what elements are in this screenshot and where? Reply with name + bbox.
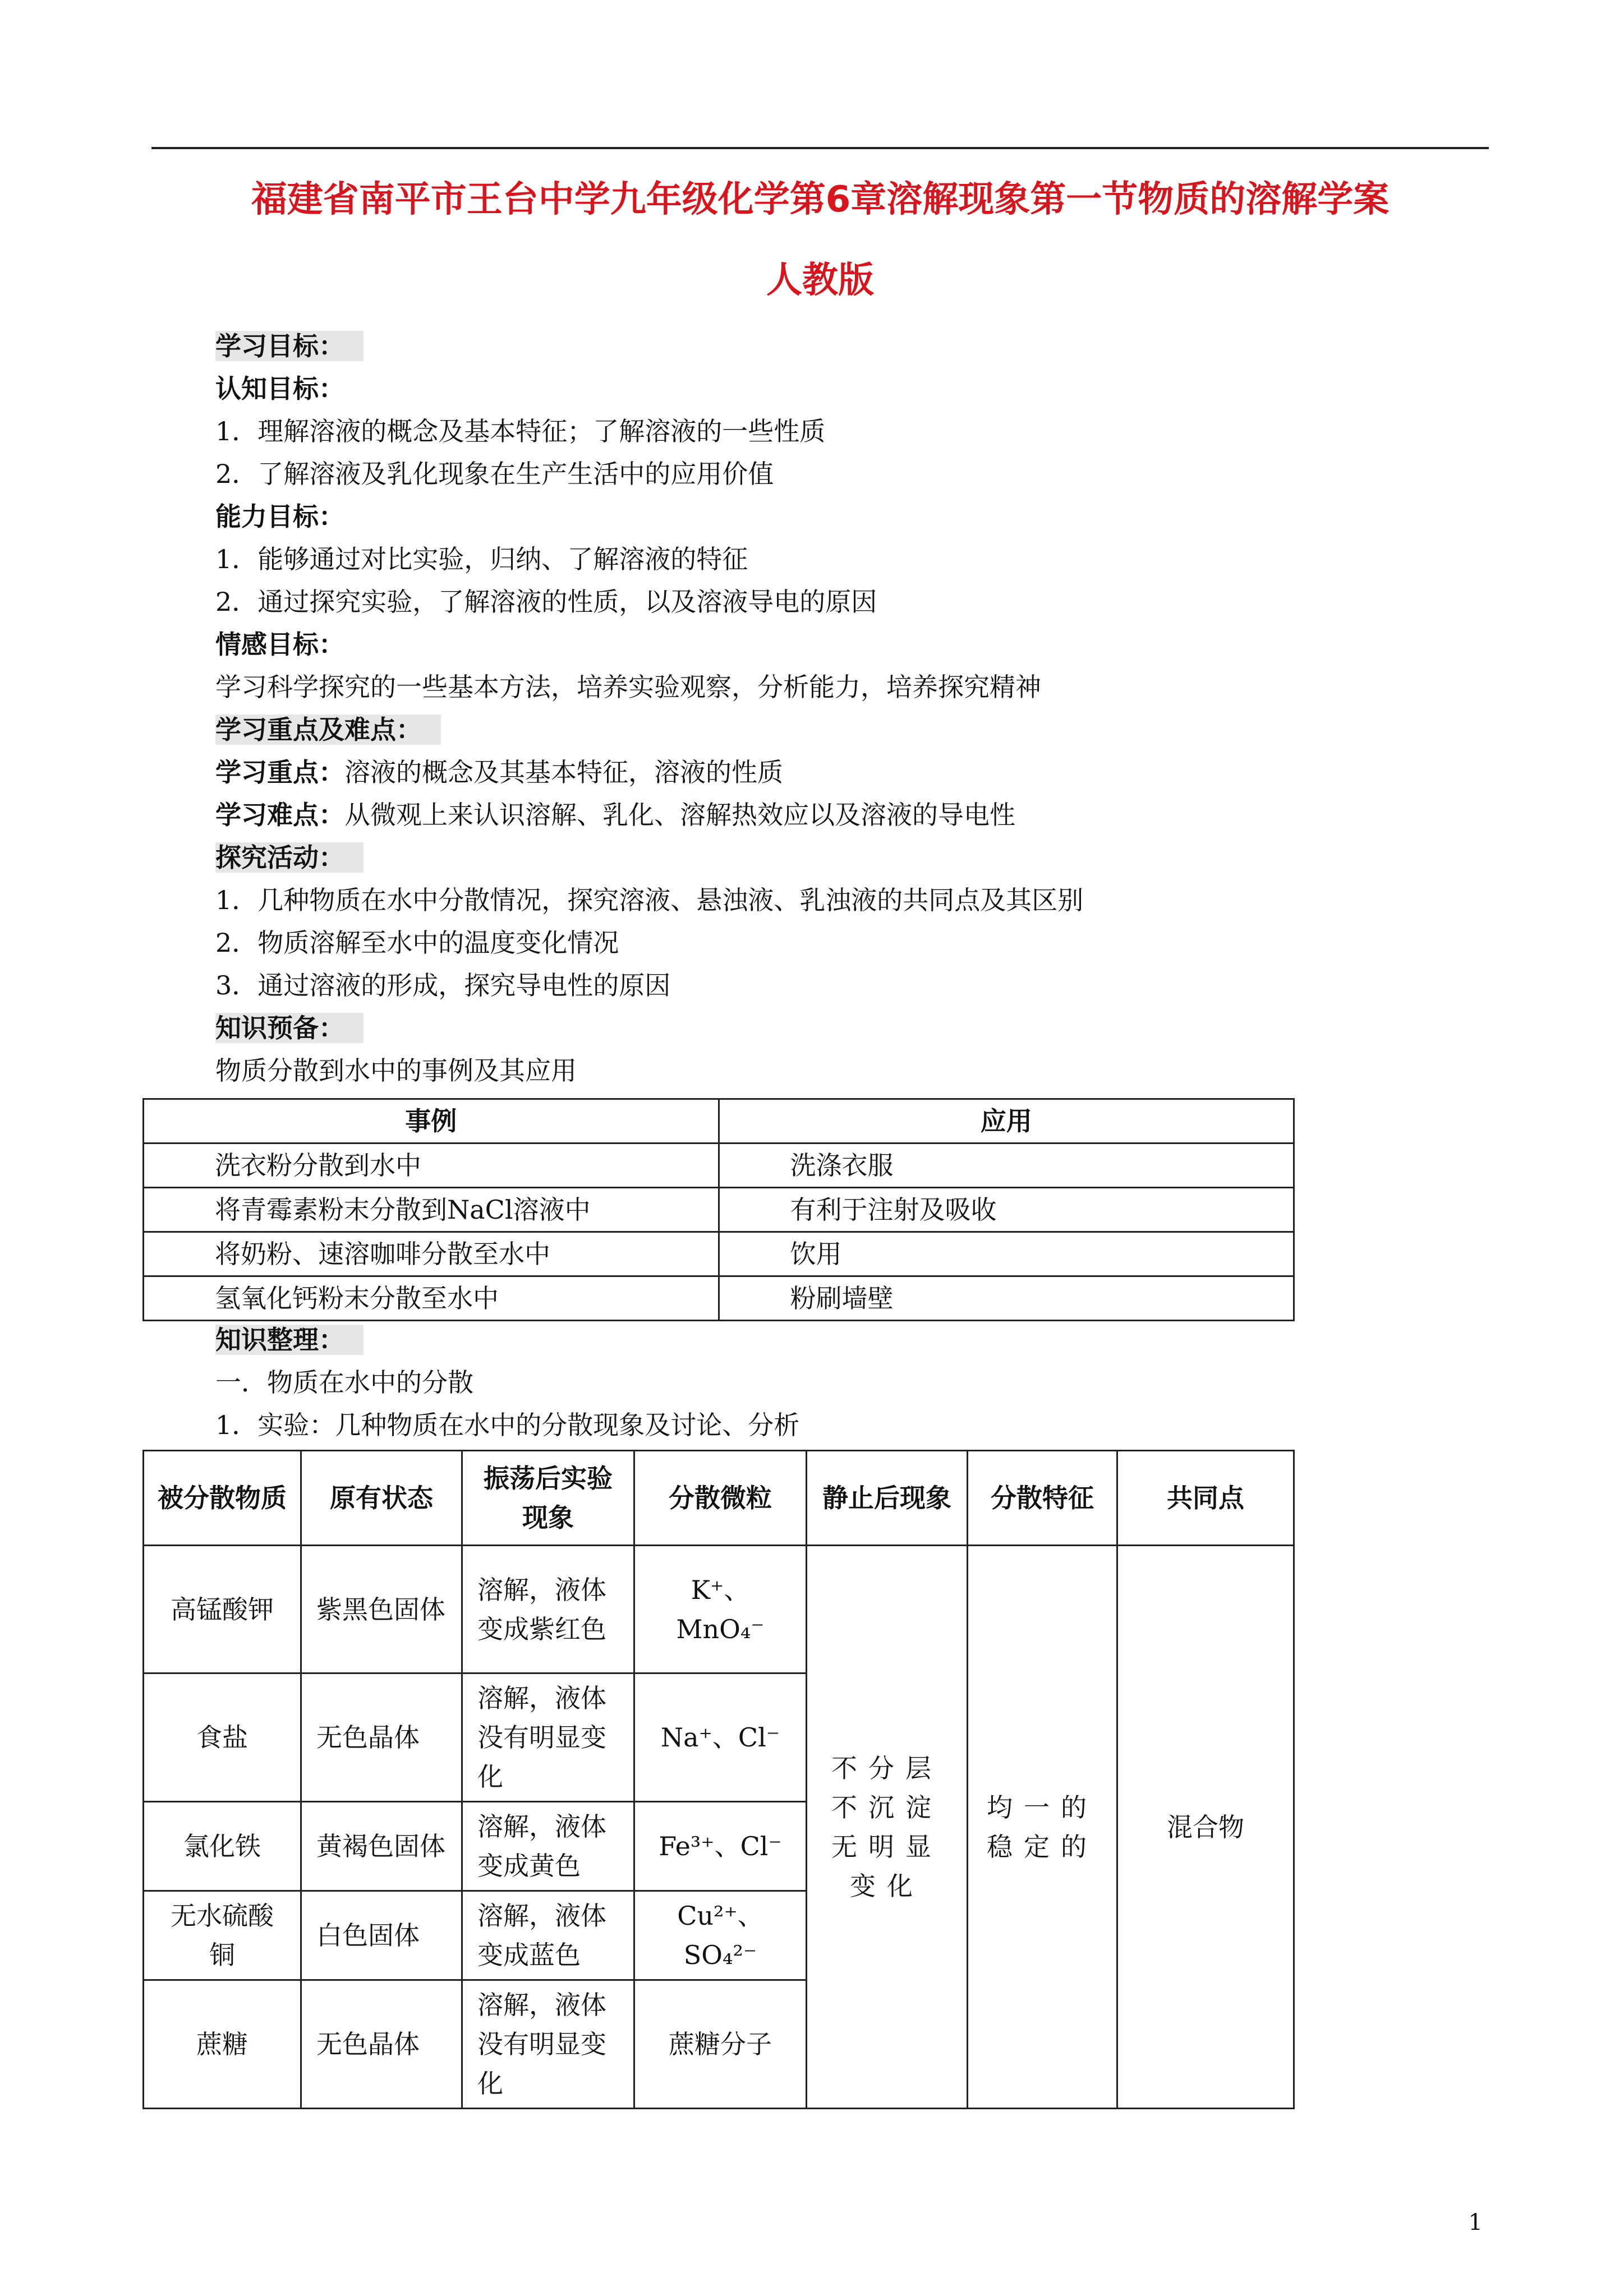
column-header: 事例 <box>144 1099 719 1144</box>
column-header: 振荡后实验现象 <box>462 1451 634 1546</box>
table-header-row <box>144 1099 1294 1144</box>
merged-static-cell: 不分层不沉淀无明显变化 <box>807 1546 968 2109</box>
table-cell: 蔗糖分子 <box>634 1980 807 2109</box>
difficulty-label: 学习难点： <box>215 800 344 830</box>
cognitive-item-2: 2．了解溶液及乳化现象在生产生活中的应用价值 <box>215 459 774 489</box>
explore-item-3: 3．通过溶液的形成，探究导电性的原因 <box>215 970 671 1001</box>
key-point-text: 溶液的概念及其基本特征，溶液的性质 <box>344 757 783 787</box>
table-cell: 无色晶体 <box>301 1980 462 2109</box>
merged-common-cell: 混合物 <box>1117 1546 1294 2109</box>
document-title-line-2: 人教版 <box>766 260 874 301</box>
table-cell: 蔗糖 <box>144 1980 301 2109</box>
ability-item-2: 2．通过探究实验，了解溶液的性质，以及溶液导电的原因 <box>215 587 877 617</box>
column-header: 分散微粒 <box>634 1451 807 1546</box>
table-cell: 洗衣粉分散到水中 <box>144 1144 719 1188</box>
difficulty-text: 从微观上来认识溶解、乳化、溶解热效应以及溶液的导电性 <box>344 800 1015 830</box>
table-cell: 有利于注射及吸收 <box>719 1188 1294 1232</box>
merged-feature-cell: 均一的稳定的 <box>968 1546 1117 2109</box>
experiment-table <box>142 1450 1295 2109</box>
table-row <box>144 1546 1294 1673</box>
table-cell: 溶解，液体没有明显变化 <box>462 1673 634 1802</box>
table-cell: 黄褐色固体 <box>301 1802 462 1891</box>
table-cell: 溶解，液体变成蓝色 <box>462 1891 634 1980</box>
explore-item-2: 2．物质溶解至水中的温度变化情况 <box>215 928 619 958</box>
cognitive-heading: 认知目标： <box>215 374 344 404</box>
column-header: 应用 <box>719 1099 1294 1144</box>
ability-item-1: 1．能够通过对比实验，归纳、了解溶液的特征 <box>215 544 748 574</box>
table-cell: 无水硫酸铜 <box>144 1891 301 1980</box>
table-cell: 无色晶体 <box>301 1673 462 1802</box>
key-point-label: 学习重点： <box>215 757 344 787</box>
organize-heading: 知识整理： <box>215 1320 364 1359</box>
column-header: 分散特征 <box>968 1451 1117 1546</box>
column-header: 静止后现象 <box>807 1451 968 1546</box>
column-header: 被分散物质 <box>144 1451 301 1546</box>
table-cell: 将青霉素粉末分散到NaCl溶液中 <box>144 1188 719 1232</box>
goals-heading: 学习目标： <box>215 326 364 366</box>
prep-text: 物质分散到水中的事例及其应用 <box>215 1055 577 1086</box>
key-point-line <box>215 753 783 792</box>
key-heading: 学习重点及难点： <box>215 710 441 749</box>
table-cell: 氯化铁 <box>144 1802 301 1891</box>
table-cell: 氢氧化钙粉末分散至水中 <box>144 1276 719 1321</box>
table-cell: K⁺、MnO₄⁻ <box>634 1546 807 1673</box>
table-cell: 饮用 <box>719 1232 1294 1276</box>
table-cell: Fe³⁺、Cl⁻ <box>634 1802 807 1891</box>
page-number: 1 <box>1468 2210 1483 2235</box>
emotion-heading: 情感目标： <box>215 629 344 660</box>
table-cell: 将奶粉、速溶咖啡分散至水中 <box>144 1232 719 1276</box>
table-cell: 溶解，液体变成紫红色 <box>462 1546 634 1673</box>
table-cell: 溶解，液体没有明显变化 <box>462 1980 634 2109</box>
table-row <box>144 1188 1294 1232</box>
table-header-row <box>144 1451 1294 1546</box>
experiment-caption: 1．实验：几种物质在水中的分散现象及讨论、分析 <box>215 1410 800 1440</box>
application-table <box>142 1098 1295 1321</box>
table-cell: 紫黑色固体 <box>301 1546 462 1673</box>
explore-item-1: 1．几种物质在水中分散情况，探究溶液、悬浊液、乳浊液的共同点及其区别 <box>215 885 1084 915</box>
ability-heading: 能力目标： <box>215 501 344 532</box>
difficulty-line <box>215 795 1015 835</box>
header-rule <box>151 147 1489 149</box>
table-row <box>144 1232 1294 1276</box>
table-cell: 溶解，液体变成黄色 <box>462 1802 634 1891</box>
cognitive-item-1: 1．理解溶液的概念及基本特征；了解溶液的一些性质 <box>215 416 826 446</box>
table-cell: 白色固体 <box>301 1891 462 1980</box>
table-cell: 粉刷墙壁 <box>719 1276 1294 1321</box>
table-row <box>144 1276 1294 1321</box>
explore-heading: 探究活动： <box>215 838 364 877</box>
column-header: 共同点 <box>1117 1451 1294 1546</box>
table-row <box>144 1144 1294 1188</box>
table-cell: 高锰酸钾 <box>144 1546 301 1673</box>
table-cell: Cu²⁺、SO₄²⁻ <box>634 1891 807 1980</box>
document-title-line-1: 福建省南平市王台中学九年级化学第6章溶解现象第一节物质的溶解学案 <box>251 179 1390 220</box>
prep-heading: 知识预备： <box>215 1008 364 1048</box>
table-cell: Na⁺、Cl⁻ <box>634 1673 807 1802</box>
organize-subheading: 一．物质在水中的分散 <box>215 1367 473 1398</box>
column-header: 原有状态 <box>301 1451 462 1546</box>
emotion-text: 学习科学探究的一些基本方法，培养实验观察，分析能力，培养探究精神 <box>215 672 1041 702</box>
table-cell: 洗涤衣服 <box>719 1144 1294 1188</box>
table-cell: 食盐 <box>144 1673 301 1802</box>
